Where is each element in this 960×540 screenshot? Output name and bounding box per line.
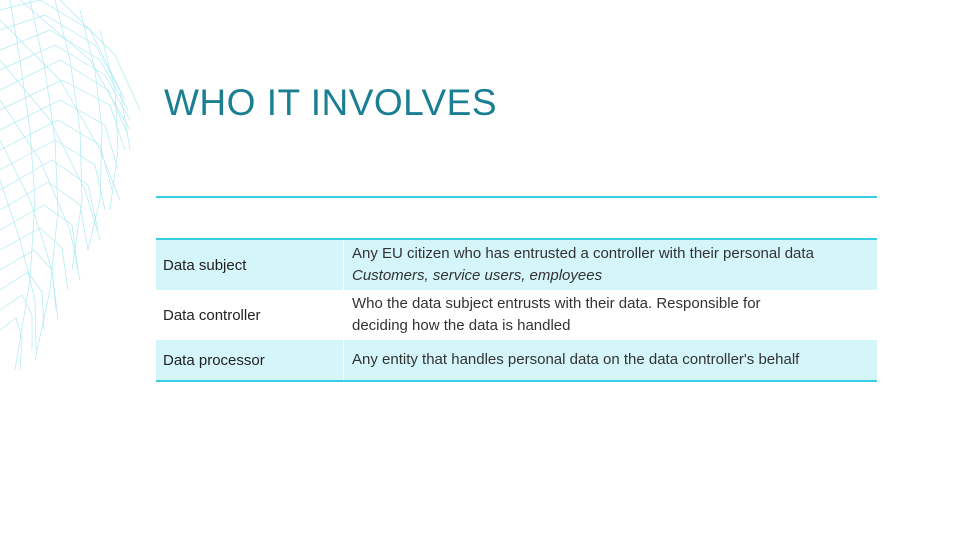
description-line: Any entity that handles personal data on the data controller's behalf bbox=[352, 351, 800, 368]
description-examples: Customers, service users, employees bbox=[352, 267, 603, 284]
description-line: Any EU citizen who has entrusted a controller with their personal data bbox=[352, 245, 814, 262]
row-label: Data subject bbox=[156, 240, 344, 290]
description-line: deciding how the data is handled bbox=[352, 317, 571, 334]
row-description bbox=[344, 340, 877, 380]
slide-title: WHO IT INVOLVES bbox=[164, 82, 498, 123]
row-label: Data controller bbox=[156, 290, 344, 340]
row-description bbox=[344, 290, 877, 340]
wireframe-decoration-icon bbox=[0, 0, 150, 380]
row-description bbox=[344, 240, 877, 290]
title-divider bbox=[156, 196, 877, 198]
row-label: Data processor bbox=[156, 340, 344, 380]
table-row-data-controller bbox=[156, 290, 877, 340]
description-line: Who the data subject entrusts with their data. Responsible for bbox=[352, 295, 761, 312]
table-row-data-subject bbox=[156, 240, 877, 290]
table-row-data-processor bbox=[156, 340, 877, 380]
roles-table bbox=[156, 238, 877, 382]
